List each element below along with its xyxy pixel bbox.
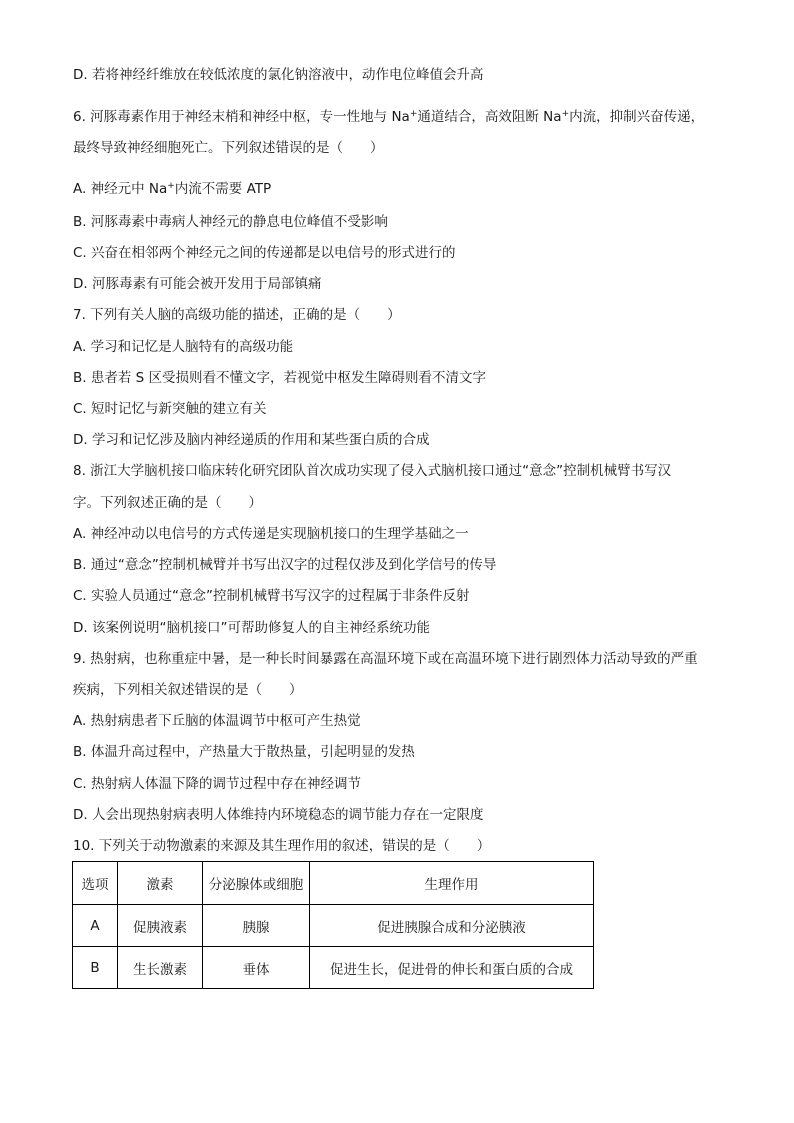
q8-option-c: C. 实验人员通过“意念”控制机械臂书写汉字的过程属于非条件反射 xyxy=(73,588,470,604)
q7-stem: 7. 下列有关人脑的高级功能的描述，正确的是（ ） xyxy=(73,307,401,323)
q8-stem-line1: 8. 浙江大学脑机接口临床转化研究团队首次成功实现了侵入式脑机接口通过“意念”控制机械臂书写汉 xyxy=(73,463,672,479)
q6-option-a xyxy=(73,177,271,198)
q10-stem: 10. 下列关于动物激素的来源及其生理作用的叙述，错误的是（ ） xyxy=(73,838,491,854)
table-cell: A xyxy=(73,905,118,947)
sodium-charge-superscript: + xyxy=(167,181,175,191)
table-cell: 垂体 xyxy=(203,947,310,989)
q7-option-c: C. 短时记忆与新突触的建立有关 xyxy=(73,401,267,417)
q6-stem-line2: 最终导致神经细胞死亡。下列叙述错误的是（ ） xyxy=(73,140,384,156)
hormone-table xyxy=(72,861,594,989)
table-cell: B xyxy=(73,947,118,989)
q9-option-d: D. 人会出现热射病表明人体维持内环境稳态的调节能力存在一定限度 xyxy=(73,807,484,823)
q7-option-b: B. 患者若 S 区受损则看不懂文字，若视觉中枢发生障碍则看不清文字 xyxy=(73,370,486,386)
q5-option-d: D. 若将神经纤维放在较低浓度的氯化钠溶液中，动作电位峰值会升高 xyxy=(73,67,484,83)
table-cell: 生长激素 xyxy=(118,947,203,989)
q6-option-d: D. 河豚毒素有可能会被开发用于局部镇痛 xyxy=(73,276,322,292)
q6-stem-part3: 内流，抑制兴奋传递， xyxy=(569,109,705,125)
table-header-cell: 生理作用 xyxy=(310,862,594,905)
table-row xyxy=(73,905,594,947)
table-cell: 促进生长，促进骨的伸长和蛋白质的合成 xyxy=(310,947,594,989)
table-header-cell: 选项 xyxy=(73,862,118,905)
q8-option-d: D. 该案例说明“脑机接口”可帮助修复人的自主神经系统功能 xyxy=(73,620,430,636)
q6-stem-line1 xyxy=(73,105,704,126)
table-cell: 促进胰腺合成和分泌胰液 xyxy=(310,905,594,947)
q6-option-a-part1: A. 神经元中 Na xyxy=(73,181,168,197)
q9-option-b: B. 体温升高过程中，产热量大于散热量，引起明显的发热 xyxy=(73,744,415,760)
q6-option-b: B. 河豚毒素中毒病人神经元的静息电位峰值不受影响 xyxy=(73,214,388,230)
q9-option-a: A. 热射病患者下丘脑的体温调节中枢可产生热觉 xyxy=(73,713,361,729)
q6-stem-part2: 通道结合，高效阻断 Na xyxy=(417,109,562,125)
table-header-row xyxy=(73,862,594,905)
q6-stem-part1: 6. 河豚毒素作用于神经末梢和神经中枢，专一性地与 Na xyxy=(73,109,410,125)
q7-option-a: A. 学习和记忆是人脑特有的高级功能 xyxy=(73,339,294,355)
q9-stem-line1: 9. 热射病，也称重症中暑，是一种长时间暴露在高温环境下或在高温环境下进行剧烈体力活动导致的严重 xyxy=(73,651,698,667)
table-cell: 胰腺 xyxy=(203,905,310,947)
q6-option-a-part2: 内流不需要 ATP xyxy=(174,181,272,197)
sodium-charge-superscript: + xyxy=(561,109,570,119)
q9-stem-line2: 疾病，下列相关叙述错误的是（ ） xyxy=(73,682,303,698)
q6-option-c: C. 兴奋在相邻两个神经元之间的传递都是以电信号的形式进行的 xyxy=(73,245,456,261)
sodium-charge-superscript: + xyxy=(409,109,418,119)
table-header-cell: 分泌腺体或细胞 xyxy=(203,862,310,905)
table-row xyxy=(73,947,594,989)
q9-option-c: C. 热射病人体温下降的调节过程中存在神经调节 xyxy=(73,776,362,792)
q8-option-b: B. 通过“意念”控制机械臂并书写出汉字的过程仅涉及到化学信号的传导 xyxy=(73,557,497,573)
q8-stem-line2: 字。下列叙述正确的是（ ） xyxy=(73,495,262,511)
q7-option-d: D. 学习和记忆涉及脑内神经递质的作用和某些蛋白质的合成 xyxy=(73,432,430,448)
q8-option-a: A. 神经冲动以电信号的方式传递是实现脑机接口的生理学基础之一 xyxy=(73,526,469,542)
table-cell: 促胰液素 xyxy=(118,905,203,947)
table-header-cell: 激素 xyxy=(118,862,203,905)
